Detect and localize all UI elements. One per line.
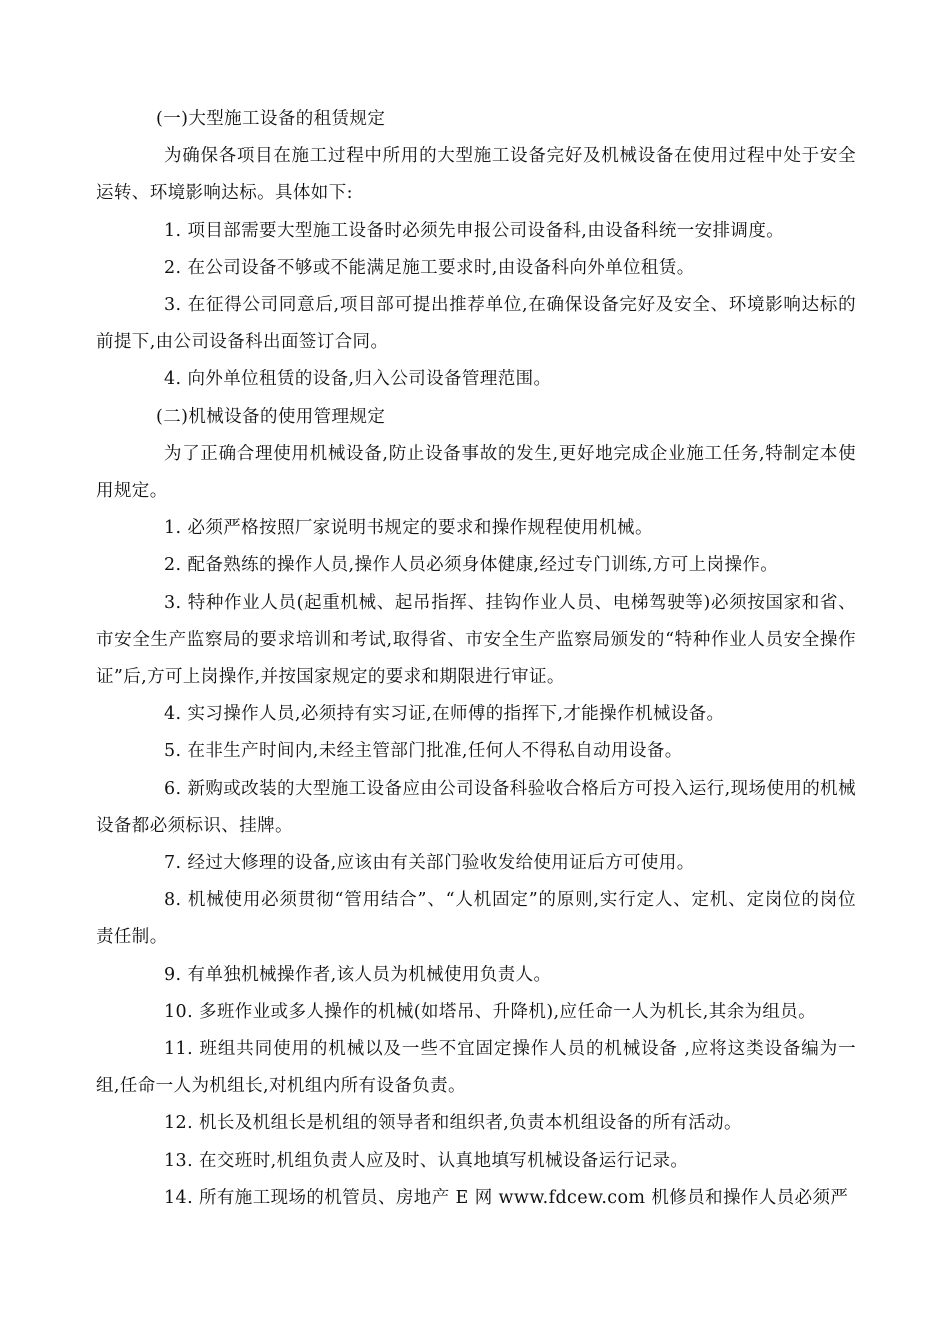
usage-item-1: 1. 必须严格按照厂家说明书规定的要求和操作规程使用机械。 [164,518,653,539]
usage-item-7: 7. 经过大修理的设备,应该由有关部门验收发给使用证后方可使用。 [164,853,695,874]
document-body [96,101,856,1217]
usage-item-4: 4. 实习操作人员,必须持有实习证,在师傅的指挥下,才能操作机械设备。 [164,704,725,725]
paragraph-usage-intro: 为了正确合理使用机械设备,防止设备事故的发生,更好地完成企业施工任务,特制定本使用规定。 [96,443,856,502]
usage-item-10: 10. 多班作业或多人操作的机械(如塔吊、升降机),应任命一人为机长,其余为组员。 [164,1001,817,1022]
usage-item-9: 9. 有单独机械操作者,该人员为机械使用负责人。 [164,964,552,985]
usage-item-8: 8. 机械使用必须贯彻“管用结合”、“人机固定”的原则,实行定人、定机、定岗位的岗位责任制。 [96,890,856,948]
section-heading-leasing: (一)大型施工设备的租赁规定 [156,109,386,129]
usage-item-12: 12. 机长及机组长是机组的领导者和组织者,负责本机组设备的所有活动。 [164,1113,742,1134]
leasing-item-1: 1. 项目部需要大型施工设备时必须先申报公司设备科,由设备科统一安排调度。 [164,220,785,241]
usage-item-5: 5. 在非生产时间内,未经主管部门批准,任何人不得私自动用设备。 [164,741,683,762]
paragraph-leasing-intro: 为确保各项目在施工过程中所用的大型施工设备完好及机械设备在使用过程中处于安全运转、环境影响达标。具体如下: [96,146,856,204]
leasing-item-2: 2. 在公司设备不够或不能满足施工要求时,由设备科向外单位租赁。 [164,257,695,278]
usage-item-11: 11. 班组共同使用的机械以及一些不宜固定操作人员的机械设备 ,应将这类设备编为一组,任命一人为机组长,对机组内所有设备负责。 [96,1039,856,1097]
leasing-item-3: 3. 在征得公司同意后,项目部可提出推荐单位,在确保设备完好及安全、环境影响达标的前提下,由公司设备科出面签订合同。 [96,295,856,353]
usage-item-6: 6. 新购或改装的大型施工设备应由公司设备科验收合格后方可投入运行,现场使用的机械设备都必须标识、挂牌。 [96,778,856,836]
section-heading-usage: (二)机械设备的使用管理规定 [156,406,386,427]
usage-item-13: 13. 在交班时,机组负责人应及时、认真地填写机械设备运行记录。 [164,1150,689,1171]
usage-item-14: 14. 所有施工现场的机管员、房地产 E 网 www.fdcew.com 机修员和操作人员必须严 [164,1187,849,1208]
leasing-item-4: 4. 向外单位租赁的设备,归入公司设备管理范围。 [164,369,552,390]
usage-item-2: 2. 配备熟练的操作人员,操作人员必须身体健康,经过专门训练,方可上岗操作。 [164,555,779,576]
usage-item-3: 3. 特种作业人员(起重机械、起吊指挥、挂钩作业人员、电梯驾驶等)必须按国家和省、市安全生产监察局的要求培训和考试,取得省、市安全生产监察局颁发的“特种作业人员安全操作证”后,方可上岗操作,并按国家规定的要求和期限进行审证。 [96,592,856,688]
